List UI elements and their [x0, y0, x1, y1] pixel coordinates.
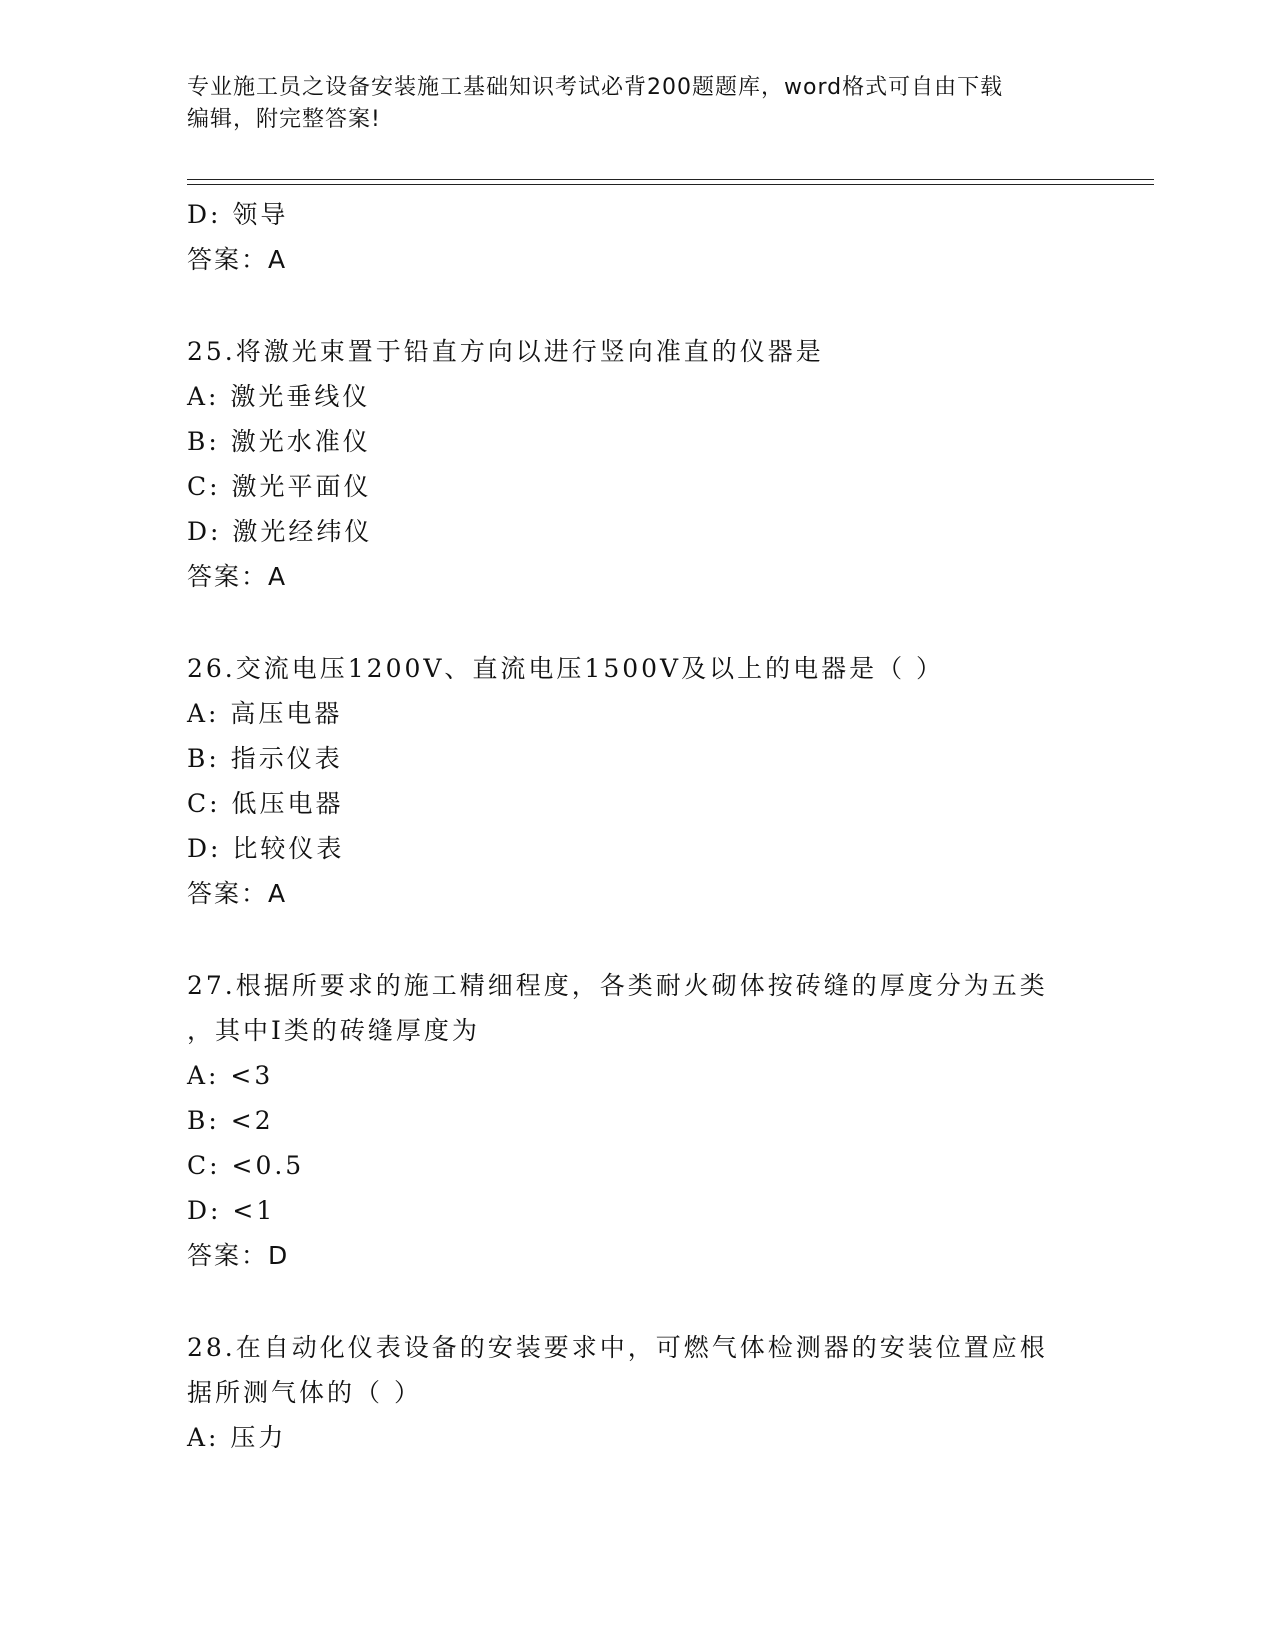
question-stem: 25.将激光束置于铅直方向以进行竖向准直的仪器是 [187, 337, 824, 366]
header-title-line-1: 专业施工员之设备安装施工基础知识考试必背200题题库，word格式可自由下载 [187, 75, 1004, 100]
option-d: D: 领导 [187, 200, 289, 229]
question-stem: 26.交流电压1200V、直流电压1500V及以上的电器是（ ） [187, 654, 945, 683]
option-a: A: 压力 [187, 1423, 287, 1452]
option-d: D: 激光经纬仪 [187, 517, 373, 546]
answer-line: 答案：A [187, 879, 288, 908]
option-c: C: 激光平面仪 [187, 472, 372, 501]
document-header [187, 72, 1067, 136]
question-25 [187, 329, 1107, 599]
question-list [187, 192, 1107, 1460]
answer-line: 答案：A [187, 562, 288, 591]
answer-line: 答案：D [187, 1241, 290, 1270]
header-divider-top [187, 179, 1154, 180]
header-title-line-2: 编辑，附完整答案! [187, 107, 381, 132]
option-a: A: <3 [187, 1061, 274, 1090]
question-24-tail [187, 192, 1107, 282]
option-a: A: 激光垂线仪 [187, 382, 371, 411]
question-26 [187, 646, 1107, 916]
question-28 [187, 1325, 1107, 1460]
option-d: D: 比较仪表 [187, 834, 345, 863]
question-stem-line-2: ，其中I类的砖缝厚度为 [187, 1016, 480, 1045]
answer-line: 答案：A [187, 245, 288, 274]
question-27 [187, 963, 1107, 1278]
option-c: C: 低压电器 [187, 789, 344, 818]
option-b: B: 激光水准仪 [187, 427, 371, 456]
option-d: D: <1 [187, 1196, 276, 1225]
option-a: A: 高压电器 [187, 699, 343, 728]
header-divider-bottom [187, 184, 1154, 185]
question-stem-line-1: 28.在自动化仪表设备的安装要求中，可燃气体检测器的安装位置应根 [187, 1333, 1048, 1362]
question-stem-line-2: 据所测气体的（ ） [187, 1378, 422, 1407]
option-b: B: <2 [187, 1106, 274, 1135]
question-stem-line-1: 27.根据所要求的施工精细程度，各类耐火砌体按砖缝的厚度分为五类 [187, 971, 1048, 1000]
option-b: B: 指示仪表 [187, 744, 343, 773]
option-c: C: <0.5 [187, 1151, 305, 1180]
